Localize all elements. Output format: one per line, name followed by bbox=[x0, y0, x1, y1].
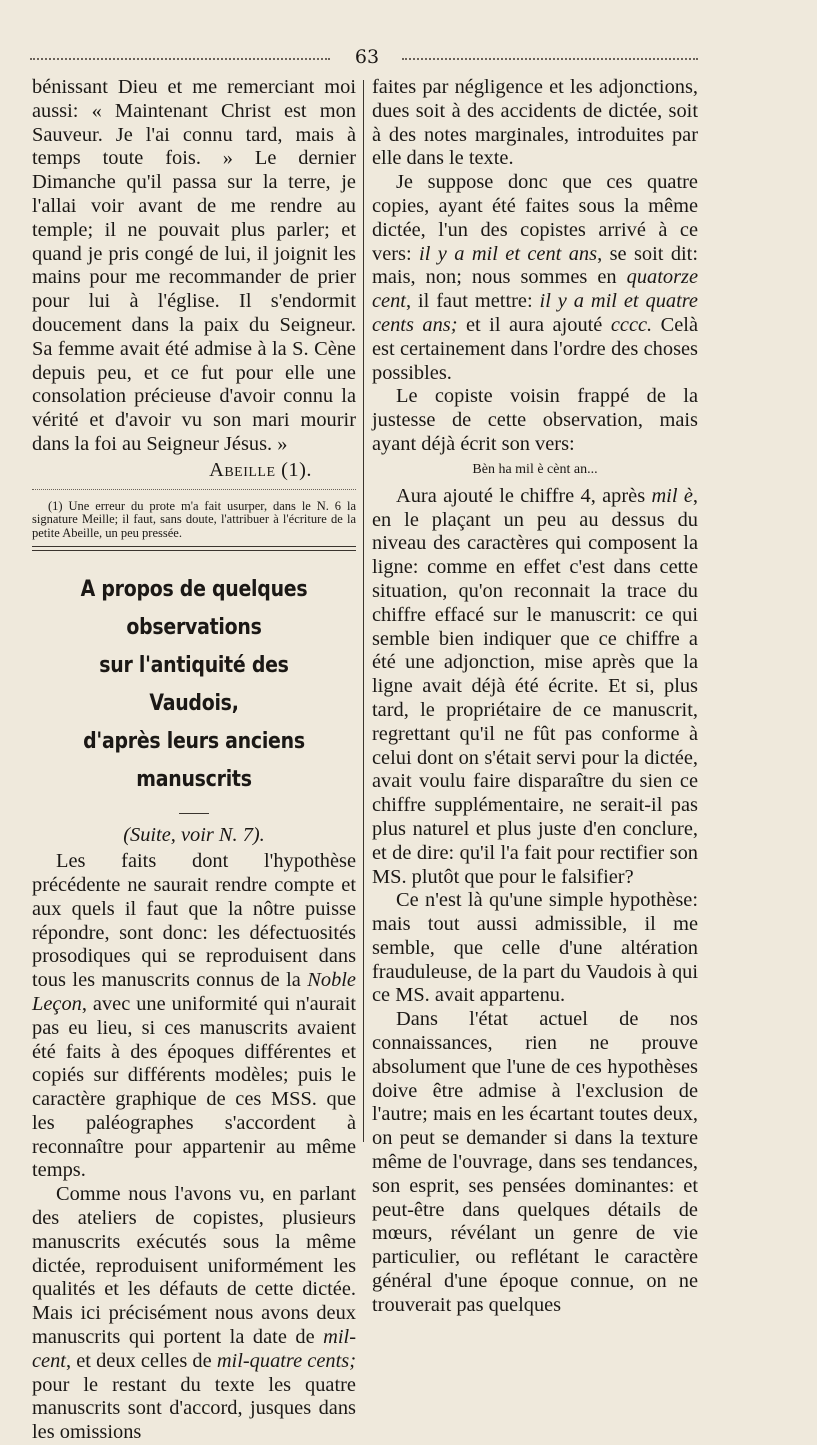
text-run: Celà est certainement dans l'ordre des choses possibles. bbox=[372, 313, 698, 384]
italic-run: quatorze cent bbox=[372, 266, 698, 313]
column-divider bbox=[363, 80, 364, 1142]
left-column bbox=[32, 76, 356, 1445]
footnote-separator bbox=[32, 489, 356, 490]
italic-run: mil è bbox=[651, 484, 693, 507]
article-title-line: A propos de quelques observations bbox=[80, 577, 308, 641]
italic-run: cccc. bbox=[610, 313, 653, 336]
continuation-note: (Suite, voir N. 7). bbox=[123, 824, 265, 847]
article-title bbox=[32, 571, 356, 799]
section-divider bbox=[32, 546, 356, 551]
opening-paragraph: bénissant Dieu et me remerciant moi aussi: « Maintenant Christ est mon Sauveur. Je l'ai connu tard, mais à temps toute fois. » Le dernier Dimanche qu'il passa sur la terre, je l'allai voir avant de me rendre au temple; il ne pouvait plus parler; et quand je pris congé de lui, il joignit les mains pour me recommander de prier pour lui à l'église. Il s'endormit doucement dans la paix du Seigneur. Sa femme avait été admise à la S. Cène depuis peu, et ce fut pour elle une consolation précieuse d'avoir connu la vérité et d'avoir vu son mari mourir dans la foi au Seigneur Jésus. » bbox=[32, 76, 356, 455]
quoted-verse: Bèn ha mil è cènt an... bbox=[472, 461, 598, 477]
text-run: Comme nous l'avons vu, en parlant des ateliers de copistes, plusieurs manuscrits exécutés sous la même dictée, reproduisent uniformément les qualités et les défauts de cette dictée. Mais ici précisément nous avons deux manuscrits qui portent la date de bbox=[32, 1183, 356, 1349]
paragraph bbox=[32, 850, 356, 1183]
text-run: , avec une uniformité qui n'aurait pas eu lieu, si ces manuscrits avaient été faits à des époques différentes et copiés sur différents modèles; puis le caractère graphique de ces MSS. que les paléographes s'accordent à reconnaître pour appartenir au même temps. bbox=[32, 992, 356, 1182]
right-column bbox=[372, 76, 698, 1318]
text-run: , en le plaçant un peu au dessus du niveau des caractères qui composent la ligne: comme en effet c'est dans cette situation, qu'on reconnait la trace du chiffre effacé sur le manuscrit: ce qui semble bien indiquer que ce chiffre a été une adjonction, mise après que la ligne avait déjà été écrite. Et si, plus tard, le propriétaire de ce manuscrit, regrettant qu'il ne fût pas conforme à celui dont on s'était servi pour la dictée, avait voulu faire disparaître du sien ce chiffre supplémentaire, ne serait-il pas plus naturel et plus juste d'en conclure, et de dire: qu'il l'a fait pour rectifier son MS. plutôt que pour le falsifier? bbox=[372, 484, 698, 888]
title-rule bbox=[179, 813, 209, 814]
paragraph bbox=[372, 485, 698, 890]
italic-run: il y a mil et quatre cents ans; bbox=[372, 290, 698, 336]
text-run: Les faits dont l'hypothèse précédente ne saurait rendre compte et aux quels il faut que la nôtre puisse répondre, sont donc: les défectuosités prosodiques qui se reproduisent dans tous les manuscrits connus de la bbox=[32, 850, 356, 992]
text-run: Aura ajouté le chiffre 4, après bbox=[396, 484, 652, 507]
article-title-line: sur l'antiquité des Vaudois, bbox=[99, 653, 289, 717]
italic-run: mil-quatre cents; bbox=[216, 1349, 356, 1372]
italic-run: il y a mil et cent ans bbox=[419, 242, 598, 265]
text-run: , il faut mettre: bbox=[405, 290, 540, 313]
paragraph: faites par négligence et les adjonctions, dues soit à des accidents de dictée, soit à des notes marginales, introduites par elle dans le texte. bbox=[372, 76, 698, 170]
page-number: 63 bbox=[354, 46, 380, 68]
text-run: , se soit dit: mais, non; nous sommes en bbox=[372, 242, 699, 289]
paragraph bbox=[372, 171, 698, 385]
footnote: (1) Une erreur du prote m'a fait usurper, dans le N. 6 la signature Meille; il faut, sans doute, l'attribuer à l'écriture de la petite Abeille, un peu pressée. bbox=[32, 498, 356, 540]
paragraph: Dans l'état actuel de nos connaissances, rien ne prouve absolument que l'une de ces hypothèses doive être admise à l'exclusion de l'autre; mais en les écartant toutes deux, on peut se demander si dans la texture même de l'ouvrage, dans ses tendances, son esprit, ses pensées dominantes: et peut-être dans quelques détails de mœurs, révélant un genre de vie particulier, ou reflétant le caractère général d'une époque connue, on ne trouverait pas quelques bbox=[372, 1008, 698, 1316]
paragraph: Le copiste voisin frappé de la justesse de cette observation, mais ayant déjà écrit son vers: bbox=[372, 385, 698, 455]
header-ornament-left bbox=[30, 58, 330, 64]
text-run: Je suppose donc que ces quatre copies, ayant été faites sous la même dictée, l'un des copistes arrivé à ce vers: bbox=[372, 171, 698, 265]
signature: Abeille (1). bbox=[209, 458, 312, 481]
paragraph bbox=[32, 1183, 356, 1445]
paragraph: Ce n'est là qu'une simple hypothèse: mais tout aussi admissible, il me semble, que celle d'une altération frauduleuse, de la part du Vaudois à qui ce MS. avait appartenu. bbox=[372, 889, 698, 1007]
article-title-line: d'après leurs anciens manuscrits bbox=[83, 729, 305, 793]
header-ornament-right bbox=[402, 58, 698, 64]
italic-run: mil-cent bbox=[32, 1326, 356, 1372]
text-run: pour le restant du texte les quatre manuscrits sont d'accord, jusques dans les omissions bbox=[32, 1373, 356, 1444]
page-header bbox=[30, 46, 698, 74]
italic-run: Noble Leçon bbox=[32, 969, 356, 1015]
text-run: et il aura ajouté bbox=[457, 313, 611, 336]
text-run: , et deux celles de bbox=[65, 1349, 217, 1372]
